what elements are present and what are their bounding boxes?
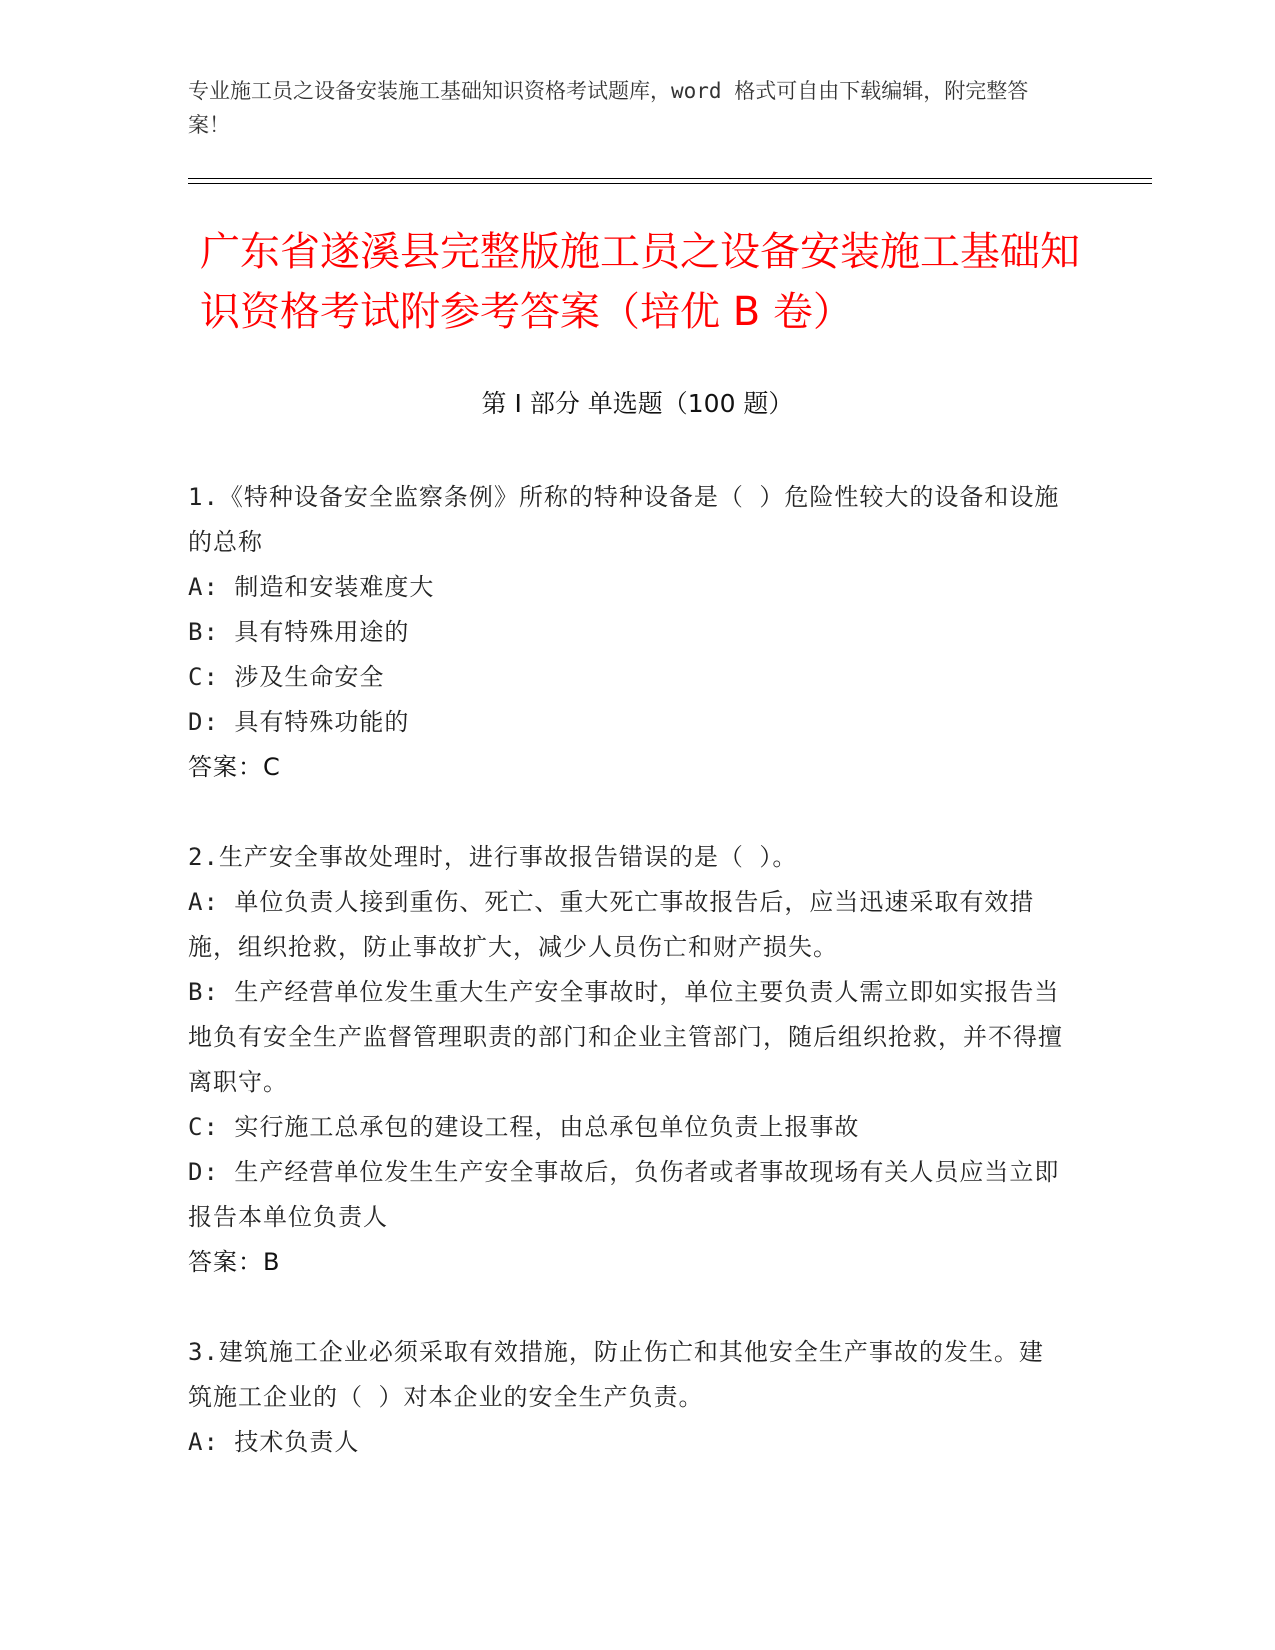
option-c: C: 涉及生命安全 bbox=[188, 663, 385, 691]
question-stem: 1.《特种设备安全监察条例》所称的特种设备是（ ）危险性较大的设备和设施的总称 bbox=[188, 483, 1060, 556]
option-d: D: 生产经营单位发生生产安全事故后，负伤者或者事故现场有关人员应当立即报告本单位负责人 bbox=[188, 1158, 1060, 1231]
question-3 bbox=[188, 1330, 1068, 1465]
header-divider-bottom bbox=[188, 183, 1152, 184]
question-1 bbox=[188, 475, 1068, 790]
option-a: A: 单位负责人接到重伤、死亡、重大死亡事故报告后，应当迅速采取有效措施，组织抢救，防止事故扩大，减少人员伤亡和财产损失。 bbox=[188, 888, 1035, 961]
question-list bbox=[188, 475, 1068, 1510]
option-d: D: 具有特殊功能的 bbox=[188, 708, 410, 736]
header-divider-top bbox=[188, 178, 1152, 179]
section-title: 第 I 部分 单选题（100 题） bbox=[481, 389, 794, 418]
question-stem: 3.建筑施工企业必须采取有效措施，防止伤亡和其他安全生产事故的发生。建筑施工企业的（ ）对本企业的安全生产负责。 bbox=[188, 1338, 1044, 1411]
option-a: A: 制造和安装难度大 bbox=[188, 573, 435, 601]
option-a: A: 技术负责人 bbox=[188, 1428, 360, 1456]
question-2 bbox=[188, 835, 1068, 1285]
answer: 答案：B bbox=[188, 1248, 281, 1276]
answer: 答案：C bbox=[188, 753, 281, 781]
header-note: 专业施工员之设备安装施工基础知识资格考试题库，word 格式可自由下载编辑，附完整答案！ bbox=[188, 79, 1029, 137]
option-b: B: 具有特殊用途的 bbox=[188, 618, 410, 646]
question-stem: 2.生产安全事故处理时，进行事故报告错误的是（ ）。 bbox=[188, 843, 798, 871]
option-b: B: 生产经营单位发生重大生产安全事故时，单位主要负责人需立即如实报告当地负有安全生产监督管理职责的部门和企业主管部门，随后组织抢救，并不得擅离职守。 bbox=[188, 978, 1063, 1096]
option-c: C: 实行施工总承包的建设工程，由总承包单位负责上报事故 bbox=[188, 1113, 860, 1141]
document-title: 广东省遂溪县完整版施工员之设备安装施工基础知识资格考试附参考答案（培优 B 卷） bbox=[200, 229, 1080, 335]
